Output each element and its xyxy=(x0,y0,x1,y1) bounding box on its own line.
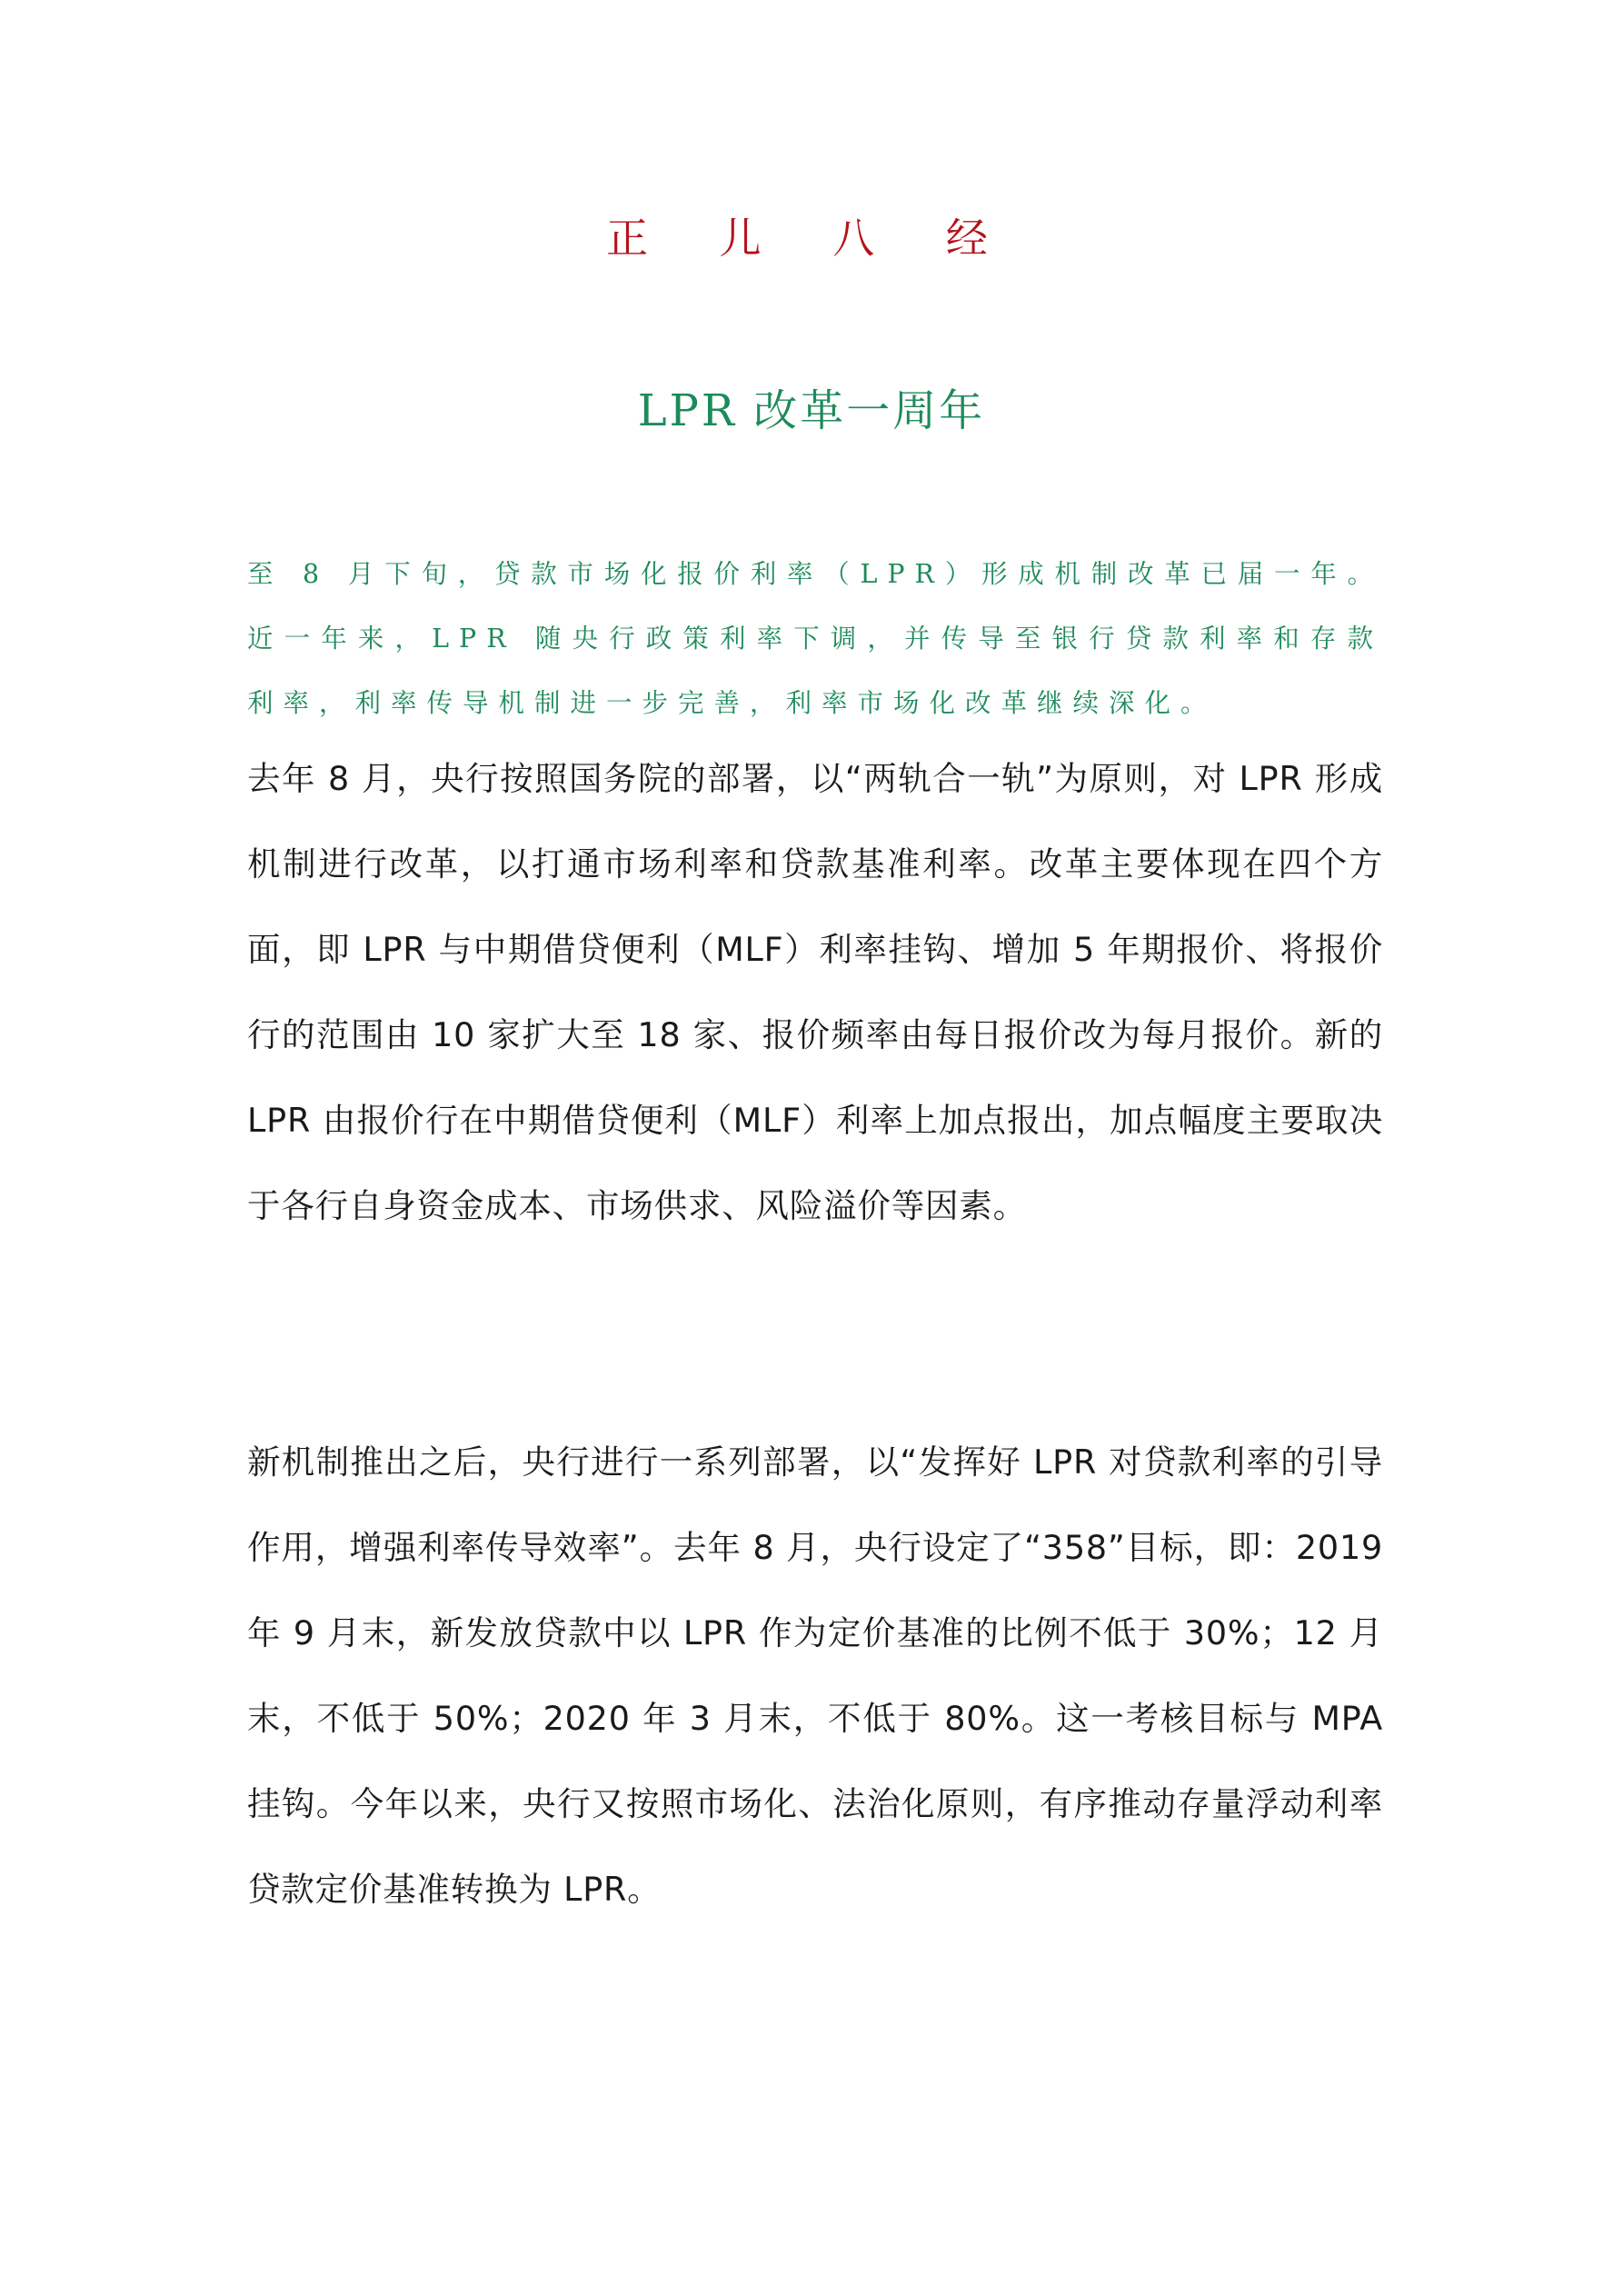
article-paragraph-1: 去年 8 月，央行按照国务院的部署，以“两轨合一轨”为原则，对 LPR 形成机制进行改革，以打通市场利率和贷款基准利率。改革主要体现在四个方面，即 LPR 与中期借贷便利（MLF）利率挂钩、增加 5 年期报价、将报价行的范围由 10 家扩大至 18 家、报价频率由每日报价改为每月报价。新的 LPR 由报价行在中期借贷便利（MLF）利率上加点报出，加点幅度主要取决于各行自身资金成本、市场供求、风险溢价等因素。 xyxy=(247,759,1383,1225)
article-lead: 至 8 月下旬，贷款市场化报价利率（LPR）形成机制改革已届一年。近一年来，LPR 随央行政策利率下调，并传导至银行贷款利率和存款利率，利率传导机制进一步完善，利率市场化改革继续深化。 xyxy=(247,559,1383,718)
article-title: LPR 改革一周年 xyxy=(637,385,986,436)
brand-title: 正 儿 八 经 xyxy=(606,214,1017,263)
article-paragraph-2: 新机制推出之后，央行进行一系列部署，以“发挥好 LPR 对贷款利率的引导作用，增强利率传导效率”。去年 8 月，央行设定了“358”目标，即：2019 年 9 月末，新发放贷款中以 LPR 作为定价基准的比例不低于 30%；12 月末，不低于 50%；2020 年 3 月末，不低于 80%。这一考核目标与 MPA 挂钩。今年以来，央行又按照市场化、法治化原则，有序推动存量浮动利率贷款定价基准转换为 LPR。 xyxy=(247,1442,1383,1909)
